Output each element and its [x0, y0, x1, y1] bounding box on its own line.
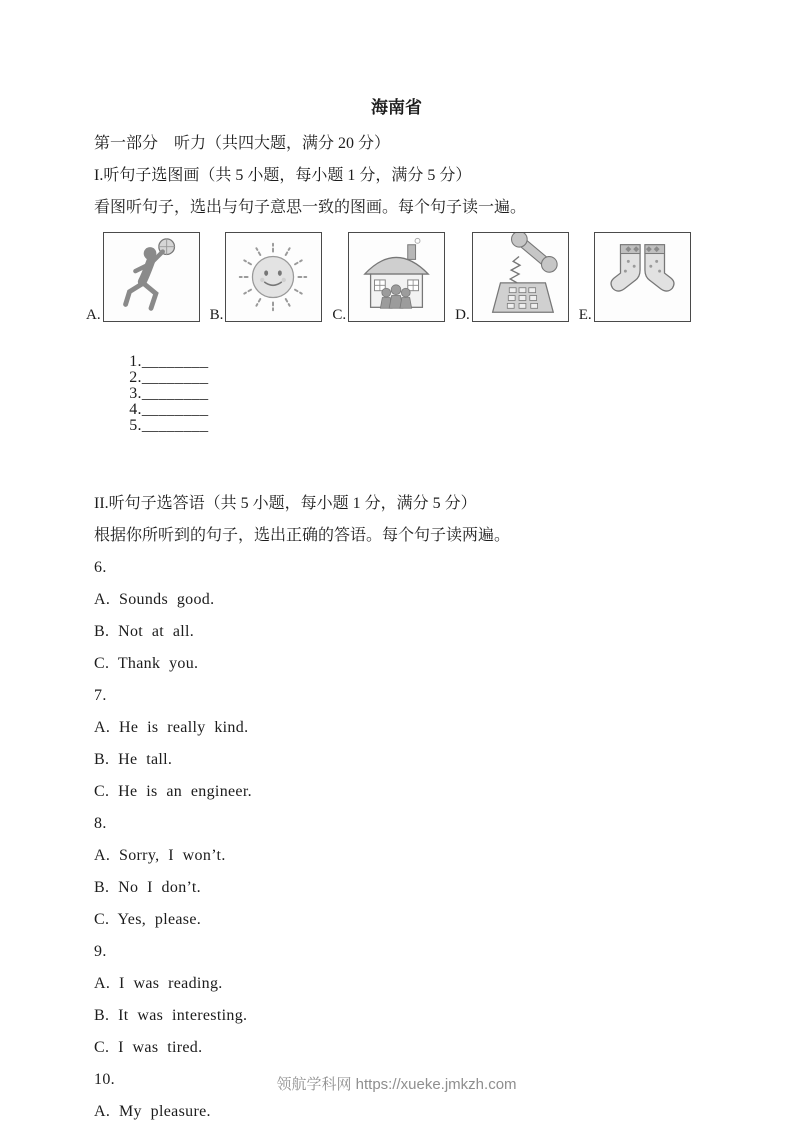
telephone-icon — [472, 232, 569, 322]
q7-option-a: A. He is really kind. — [94, 719, 249, 736]
answer-blank-1: 1.________ — [129, 353, 209, 370]
answer-blank-5: 5.________ — [129, 417, 209, 434]
section1-instruction: 看图听句子，选出与句子意思一致的图画。每个句子读一遍。 — [94, 199, 527, 216]
picture-option-b — [210, 232, 323, 322]
q7-option-c: C. He is an engineer. — [94, 783, 252, 800]
picture-option-a — [86, 232, 200, 322]
answer-blank-3: 3.________ — [129, 385, 209, 402]
q9-option-a: A. I was reading. — [94, 975, 223, 992]
answer-blank-4: 4.________ — [129, 401, 209, 418]
q7-option-b: B. He tall. — [94, 751, 173, 768]
answer-blank-2: 2.________ — [129, 369, 209, 386]
picture-label-b: B. — [209, 307, 224, 323]
picture-label-c: C. — [332, 307, 347, 323]
socks-icon — [594, 232, 691, 322]
picture-label-d: D. — [455, 307, 470, 323]
page-title: 海南省 — [371, 98, 422, 117]
picture-options-row — [86, 232, 699, 322]
answer-blanks-row — [94, 338, 699, 450]
section1-title: I.听句子选图画（共 5 小题，每小题 1 分，满分 5 分） — [94, 167, 472, 184]
picture-label-e: E. — [578, 307, 592, 323]
question-number-10: 10. — [94, 1071, 115, 1088]
question-number-9: 9. — [94, 943, 107, 960]
question-number-6: 6. — [94, 559, 107, 576]
footer-watermark: 领航学科网 https://xueke.jmkzh.com — [276, 1076, 517, 1093]
q9-option-c: C. I was tired. — [94, 1039, 203, 1056]
q6-option-b: B. Not at all. — [94, 623, 195, 640]
q10-option-a: A. My pleasure. — [94, 1103, 211, 1120]
q8-option-b: B. No I don’t. — [94, 879, 201, 896]
q8-option-c: C. Yes, please. — [94, 911, 202, 928]
part1-heading: 第一部分 听力（共四大题，满分 20 分） — [94, 135, 391, 152]
picture-option-d — [455, 232, 569, 322]
house-family-icon — [348, 232, 445, 322]
q6-option-c: C. Thank you. — [94, 655, 199, 672]
sun-icon — [225, 232, 322, 322]
basketball-player-icon — [103, 232, 200, 322]
picture-option-c — [332, 232, 445, 322]
picture-label-a: A. — [86, 307, 101, 323]
question-number-7: 7. — [94, 687, 107, 704]
picture-option-e — [579, 232, 691, 322]
section2-instruction: 根据你所听到的句子，选出正确的答语。每个句子读两遍。 — [94, 527, 511, 544]
section2-title: II.听句子选答语（共 5 小题，每小题 1 分，满分 5 分） — [94, 495, 477, 512]
q9-option-b: B. It was interesting. — [94, 1007, 248, 1024]
question-number-8: 8. — [94, 815, 107, 832]
q8-option-a: A. Sorry, I won’t. — [94, 847, 226, 864]
q6-option-a: A. Sounds good. — [94, 591, 215, 608]
